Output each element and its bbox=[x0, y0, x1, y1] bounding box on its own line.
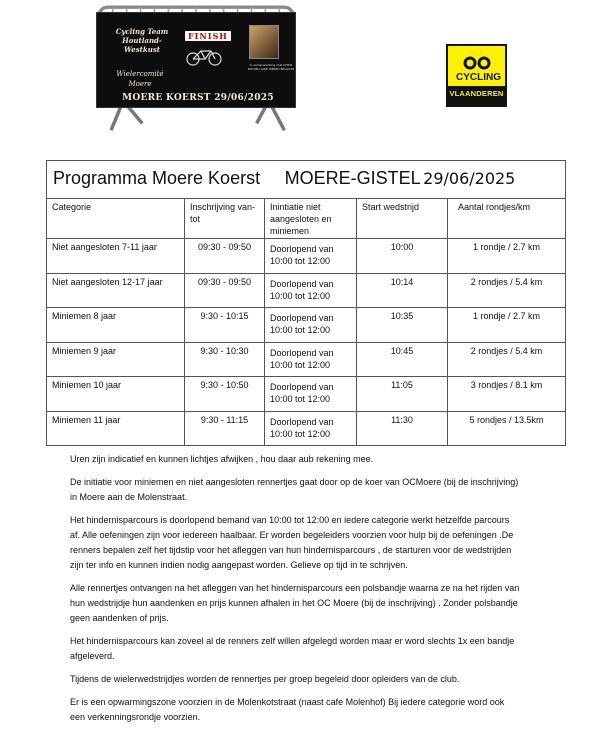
cell-categorie: Miniemen 11 jaar bbox=[47, 411, 185, 446]
cell-inschrijving: 9:30 - 10:15 bbox=[185, 308, 265, 343]
sponsor-photo bbox=[249, 25, 279, 59]
cell-start: 11:05 bbox=[357, 377, 448, 412]
logo-cycling-text: CYCLING bbox=[456, 72, 501, 83]
table-row bbox=[47, 273, 566, 308]
info-paragraph: Het hindernisparcours kan zoveel al de renners zelf willen afgelegd worden maar er word slechts 1x een bandje afgeleverd. bbox=[70, 636, 515, 661]
cell-initiatie: Doorlopend van 10:00 tot 12:00 bbox=[265, 239, 357, 274]
cycling-vlaanderen-logo bbox=[446, 44, 507, 107]
banner-finish-text: FINISH bbox=[185, 31, 231, 41]
table-row bbox=[47, 377, 566, 412]
banner-title: MOERE KOERST 29/06/2025 bbox=[122, 93, 274, 103]
header-initiatie: Inintiatie niet aangesloten en miniemen bbox=[265, 199, 357, 239]
cell-categorie: Miniemen 8 jaar bbox=[47, 308, 185, 343]
table-row bbox=[47, 239, 566, 274]
cell-initiatie: Doorlopend van 10:00 tot 12:00 bbox=[265, 377, 357, 412]
cell-rondjes: 3 rondjes / 8.1 km bbox=[448, 377, 566, 412]
table-row bbox=[47, 342, 566, 377]
bicycle-icon bbox=[185, 47, 225, 67]
cell-start: 11:30 bbox=[357, 411, 448, 446]
info-paragraph: Alle rennertjes ontvangen na het afleggen van het hindernisparcours een polsbandje waarna ze na het rijden van hun wedstrijdje hun aandenken en prijs kunnen afhalen in het OC Moere (bij de inschrijving) . Zonder polsbandje geen aandenken of prijs. bbox=[70, 583, 520, 623]
cell-inschrijving: 9:30 - 10:30 bbox=[185, 342, 265, 377]
cell-categorie: Niet aangesloten 12-17 jaar bbox=[47, 273, 185, 308]
table-header-row bbox=[47, 199, 566, 239]
header-inschrijving: Inschrijving van-tot bbox=[185, 199, 265, 239]
logo-yellow-block bbox=[448, 46, 505, 86]
program-table bbox=[46, 160, 566, 446]
location-title: MOERE-GISTEL bbox=[284, 168, 421, 188]
banner-comite bbox=[103, 69, 177, 89]
header-rondjes: Aantal rondjes/km bbox=[448, 199, 566, 239]
cell-start: 10:35 bbox=[357, 308, 448, 343]
table-row bbox=[47, 308, 566, 343]
finish-sign bbox=[181, 29, 243, 69]
double-circle-icon bbox=[462, 56, 492, 70]
banner-sponsor-text: In samenwerking met CHRIS MAHIEU GIER OBRED BELGIUM bbox=[247, 63, 295, 71]
cell-inschrijving: 09:30 - 09:50 bbox=[185, 239, 265, 274]
cell-rondjes: 2 rondjes / 5.4 km bbox=[448, 273, 566, 308]
cell-initiatie: Doorlopend van 10:00 tot 12:00 bbox=[265, 411, 357, 446]
info-paragraph: Uren zijn indicatief en kunnen lichtjes afwijken , hou daar aub rekening mee. bbox=[70, 454, 374, 464]
cell-initiatie: Doorlopend van 10:00 tot 12:00 bbox=[265, 342, 357, 377]
cell-initiatie: Doorlopend van 10:00 tot 12:00 bbox=[265, 308, 357, 343]
info-paragraph: Tijdens de wielerwedstrijdjes worden de rennertjes per groep begeleid door opleiders van de club. bbox=[70, 674, 460, 684]
info-paragraph: Het hindernisparcours is doorlopend bemand van 10:00 tot 12:00 en iedere categorie werkt hetzelfde parcours af. Alle oefeningen zijn voor iedereen haalbaar. Er worden begeleiders voorzien voor hulp bij de oefeningen .De renners bepalen zelf het tijdstip voor het afleggen van hun hindernisparcours , de starturen voor de wedstrijden zijn ter info en kunnen indien nodig aangepast worden. Gelieve op tijd in te schrijven. bbox=[70, 515, 514, 570]
header-start: Start wedstrijd bbox=[357, 199, 448, 239]
table-row bbox=[47, 411, 566, 446]
banner-team-name: Cycling Team Houtland-Westkust bbox=[115, 27, 169, 54]
date-title: 29/06/2025 bbox=[423, 169, 516, 188]
info-paragraph: Er is een opwarmingszone voorzien in de Molenkotstraat (naast cafe Molenhof) Bij iedere categorie word ook een verkenningsrondje voorzien. bbox=[70, 697, 505, 722]
info-paragraph: De initiatie voor miniemen en niet aangesloten rennertjes gaat door op de koer van OCMoere (bij de inschrijving) in Moere aan de Molenstraat. bbox=[70, 477, 519, 502]
cell-inschrijving: 09:30 - 09:50 bbox=[185, 273, 265, 308]
program-title: Programma Moere Koerst bbox=[53, 168, 261, 188]
cell-initiatie: Doorlopend van 10:00 tot 12:00 bbox=[265, 273, 357, 308]
cell-start: 10:45 bbox=[357, 342, 448, 377]
cell-start: 10:00 bbox=[357, 239, 448, 274]
cell-inschrijving: 9:30 - 11:15 bbox=[185, 411, 265, 446]
cell-rondjes: 1 rondje / 2.7 km bbox=[448, 239, 566, 274]
cell-rondjes: 5 rondjes / 13.5km bbox=[448, 411, 566, 446]
banner-comite-line1: Wielercomité bbox=[116, 70, 164, 78]
event-banner-image bbox=[76, 2, 316, 152]
cell-inschrijving: 9:30 - 10:50 bbox=[185, 377, 265, 412]
info-text bbox=[70, 452, 520, 733]
cell-categorie: Niet aangesloten 7-11 jaar bbox=[47, 239, 185, 274]
banner-comite-line2: Moere bbox=[128, 80, 152, 88]
cell-rondjes: 1 rondje / 2.7 km bbox=[448, 308, 566, 343]
table-title bbox=[47, 161, 566, 199]
table-title-row bbox=[47, 161, 566, 199]
logo-vlaanderen-text: VLAANDEREN bbox=[449, 89, 504, 98]
header-categorie: Categorie bbox=[47, 199, 185, 239]
banner-panel bbox=[96, 12, 296, 108]
cell-categorie: Miniemen 9 jaar bbox=[47, 342, 185, 377]
cell-start: 10:14 bbox=[357, 273, 448, 308]
cell-categorie: Miniemen 10 jaar bbox=[47, 377, 185, 412]
cell-rondjes: 2 rondjes / 5.4 km bbox=[448, 342, 566, 377]
